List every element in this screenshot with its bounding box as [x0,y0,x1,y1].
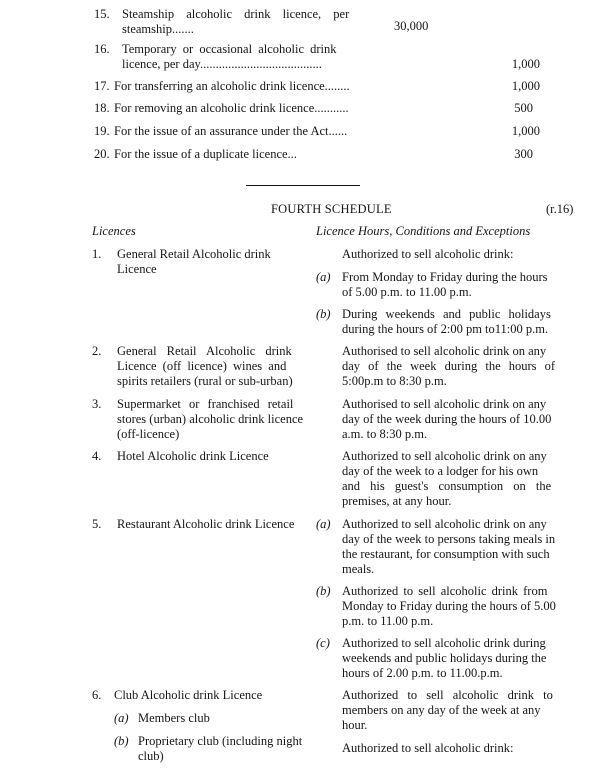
licence-number: 4. [92,449,102,463]
fee-amount: 1,000 [511,79,540,93]
licence-condition: and his guest's consumption on the [342,479,552,493]
licence-name: Supermarket or franchised retail [117,397,294,411]
clause-label: (a) [114,711,129,725]
licence-name: stores (urban) alcoholic drink licence [117,412,304,426]
licence-number: 5. [92,517,102,531]
licence-subtype: Proprietary club (including night [138,734,303,748]
licence-condition: Authorized to sell alcoholic drink on any [342,517,547,531]
licence-condition: Authorized to sell alcoholic drink to [342,688,553,702]
licence-name: spirits retailers (rural or sub-urban) [117,374,293,388]
schedule-title: FOURTH SCHEDULE [271,202,392,216]
licence-name: Licence [117,262,157,276]
item-number: 18. [94,101,110,115]
item-text: For the issue of an assurance under the Act...... [114,124,348,138]
item-text: Temporary or occasional alcoholic drink [122,42,337,56]
licence-name: Hotel Alcoholic drink Licence [117,449,269,463]
item-number: 17. [94,79,110,93]
item-text: steamship....... [122,22,194,36]
licence-condition: of 5.00 p.m. to 11.00 p.m. [342,285,472,299]
licence-condition: weekends and public holidays during the [342,651,547,665]
fee-amount: 1,000 [511,57,540,71]
licence-condition: day of the week to persons taking meals in [342,532,556,546]
licence-name: General Retail Alcoholic drink [117,247,271,261]
licence-subtype: club) [138,749,164,763]
clause-label: (c) [316,636,330,650]
licence-number: 2. [92,344,102,358]
item-number: 20. [94,147,110,161]
clause-label: (a) [316,517,331,531]
licence-condition: meals. [342,562,375,576]
licence-condition: Authorized to sell alcoholic drink on any [342,449,547,463]
licence-condition: Authorised to sell alcoholic drink on any [342,397,547,411]
column-heading-licences: Licences [92,224,136,238]
licence-condition: day of the week to a lodger for his own [342,464,539,478]
licence-condition: Authorised to sell alcoholic drink on any [342,344,547,358]
licence-condition: Authorized to sell alcoholic drink: [342,741,514,755]
fee-amount: 30,000 [394,19,429,33]
licence-condition: During weekends and public holidays [342,307,551,321]
licence-number: 6. [92,688,102,702]
licence-name: Restaurant Alcoholic drink Licence [117,517,295,531]
item-number: 16. [94,42,110,56]
licence-name: Licence (off licence) wines and [117,359,287,373]
item-text: licence, per day....................................... [122,57,322,71]
licence-condition: p.m. to 11.00 p.m. [342,614,434,628]
licence-condition: during the hours of 2:00 pm to11:00 p.m. [342,322,549,336]
licence-condition: From Monday to Friday during the hours [342,270,548,284]
licence-condition: hours of 2.00 p.m. to 11.00.p.m. [342,666,503,680]
clause-label: (a) [316,270,331,284]
item-text: Steamship alcoholic drink licence, per [122,7,350,21]
licence-condition: Authorized to sell alcoholic drink: [342,247,514,261]
licence-name: General Retail Alcoholic drink [117,344,292,358]
licence-name: (off-licence) [117,427,180,441]
licence-number: 1. [92,247,102,261]
licence-condition: members on any day of the week at any [342,703,541,717]
item-number: 19. [94,124,110,138]
licence-name: Club Alcoholic drink Licence [114,688,263,702]
licence-condition: Authorized to sell alcoholic drink from [342,584,548,598]
fee-amount: 1,000 [511,124,540,138]
licence-condition: the restaurant, for consumption with such [342,547,550,561]
clause-label: (b) [316,307,331,321]
licence-condition: 5:00p.m to 8:30 p.m. [342,374,447,388]
licence-number: 3. [92,397,102,411]
licence-condition: Authorized to sell alcoholic drink during [342,636,546,650]
licence-condition: day of the week during the hours of [342,359,556,373]
licence-condition: a.m. to 8:30 p.m. [342,427,428,441]
item-text: For removing an alcoholic drink licence........... [114,101,349,115]
schedule-reference: (r.16) [546,202,574,216]
licence-condition: premises, at any hour. [342,494,452,508]
item-text: For the issue of a duplicate licence... [114,147,297,161]
licence-condition: day of the week during the hours of 10.00 [342,412,552,426]
clause-label: (b) [114,734,129,748]
licence-subtype: Members club [138,711,210,725]
licence-condition: hour. [342,718,368,732]
fee-amount: 300 [514,147,533,161]
licence-condition: Monday to Friday during the hours of 5.00 [342,599,556,613]
item-number: 15. [94,7,110,21]
clause-label: (b) [316,584,331,598]
section-divider [246,185,360,186]
fee-amount: 500 [514,101,533,115]
column-heading-conditions: Licence Hours, Conditions and Exceptions [316,224,531,238]
item-text: For transferring an alcoholic drink licence........ [114,79,350,93]
